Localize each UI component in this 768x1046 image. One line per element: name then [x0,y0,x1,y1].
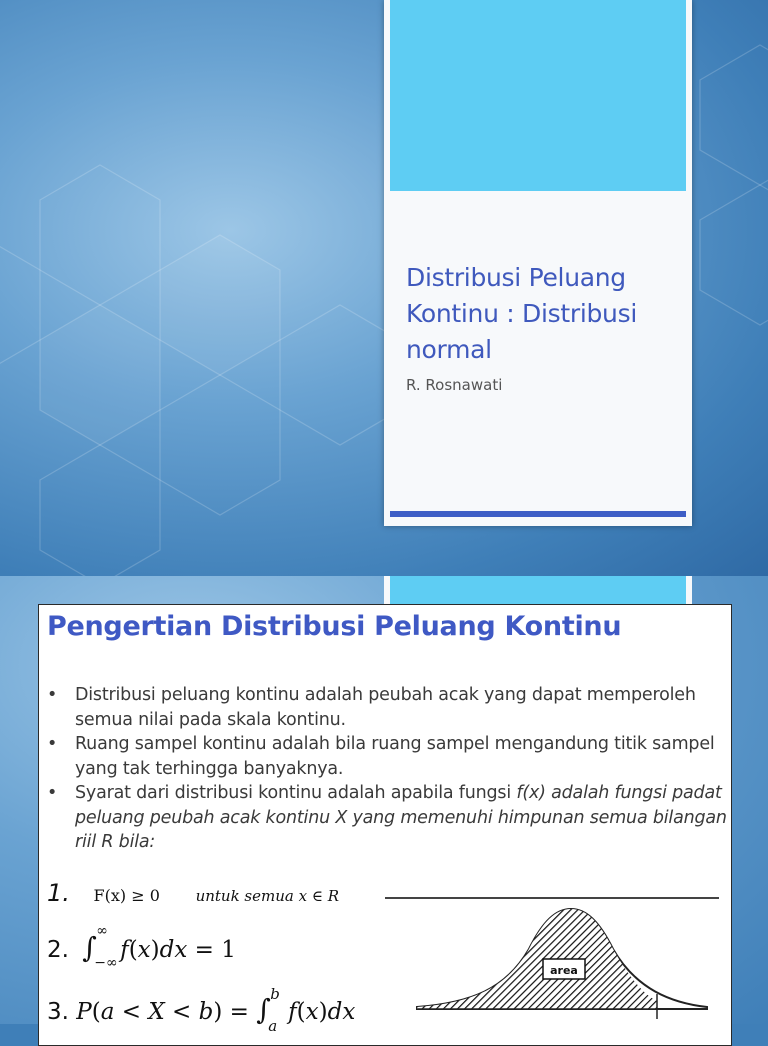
bullet-icon: • [47,734,58,754]
condition-number: 3. [47,999,69,1025]
condition-3 [47,985,356,1035]
integral-lower-limit: −∞ [94,955,118,971]
integral-upper-limit: ∞ [96,923,108,939]
condition-formula-right: f(x)dx [288,999,356,1025]
condition-note: untuk semua x ∈ R [195,887,339,905]
integral-upper-limit: b [270,985,280,1003]
title-card [384,0,692,526]
integral-symbol: ∫ [82,931,97,964]
shaded-area [417,909,657,1009]
bullet-text: Distribusi peluang kontinu adalah peubah acak yang dapat memperoleh semua nilai pada skala kontinu. [75,685,696,730]
presentation-author: R. Rosnawati [406,376,503,394]
bullet-item [45,683,735,732]
integral-lower-limit: a [268,1017,278,1035]
condition-number: 1. [47,879,70,907]
presentation-title: Distribusi Peluang Kontinu : Distribusi normal [406,263,637,364]
title-card-bottom-bar [390,511,686,517]
slide-heading: Pengertian Distribusi Peluang Kontinu [47,611,622,642]
condition-formula-tail: (x)dx = 1 [128,937,236,963]
condition-number: 2. [47,937,69,963]
integral-symbol: ∫ [256,993,271,1026]
bullet-item [45,732,735,781]
bullet-item [45,781,735,855]
bullet-text-italic: f(x) adalah fungsi padat peluang peubah acak kontinu X yang memenuhi himpunan semua bilangan riil R bila: [75,783,727,852]
bullet-text: Syarat dari distribusi kontinu adalah apabila fungsi [75,783,517,803]
condition-formula-left: P(a < X < b) = [76,999,257,1025]
area-label: area [550,964,578,977]
title-card-accent-block [390,0,686,191]
bullet-icon: • [47,783,58,803]
content-box [38,604,732,1046]
normal-curve-figure [411,899,711,1029]
condition-formula: F(x) ≥ 0 [93,886,160,905]
bullet-list [45,683,735,855]
bullet-icon: • [47,685,58,705]
condition-1 [47,879,339,907]
bullet-text: Ruang sampel kontinu adalah bila ruang sampel mengandung titik sampel yang tak terhingga banyaknya. [75,734,715,779]
condition-formula-rest: f [120,937,129,963]
content-slide [0,576,768,1035]
condition-2 [47,923,236,971]
